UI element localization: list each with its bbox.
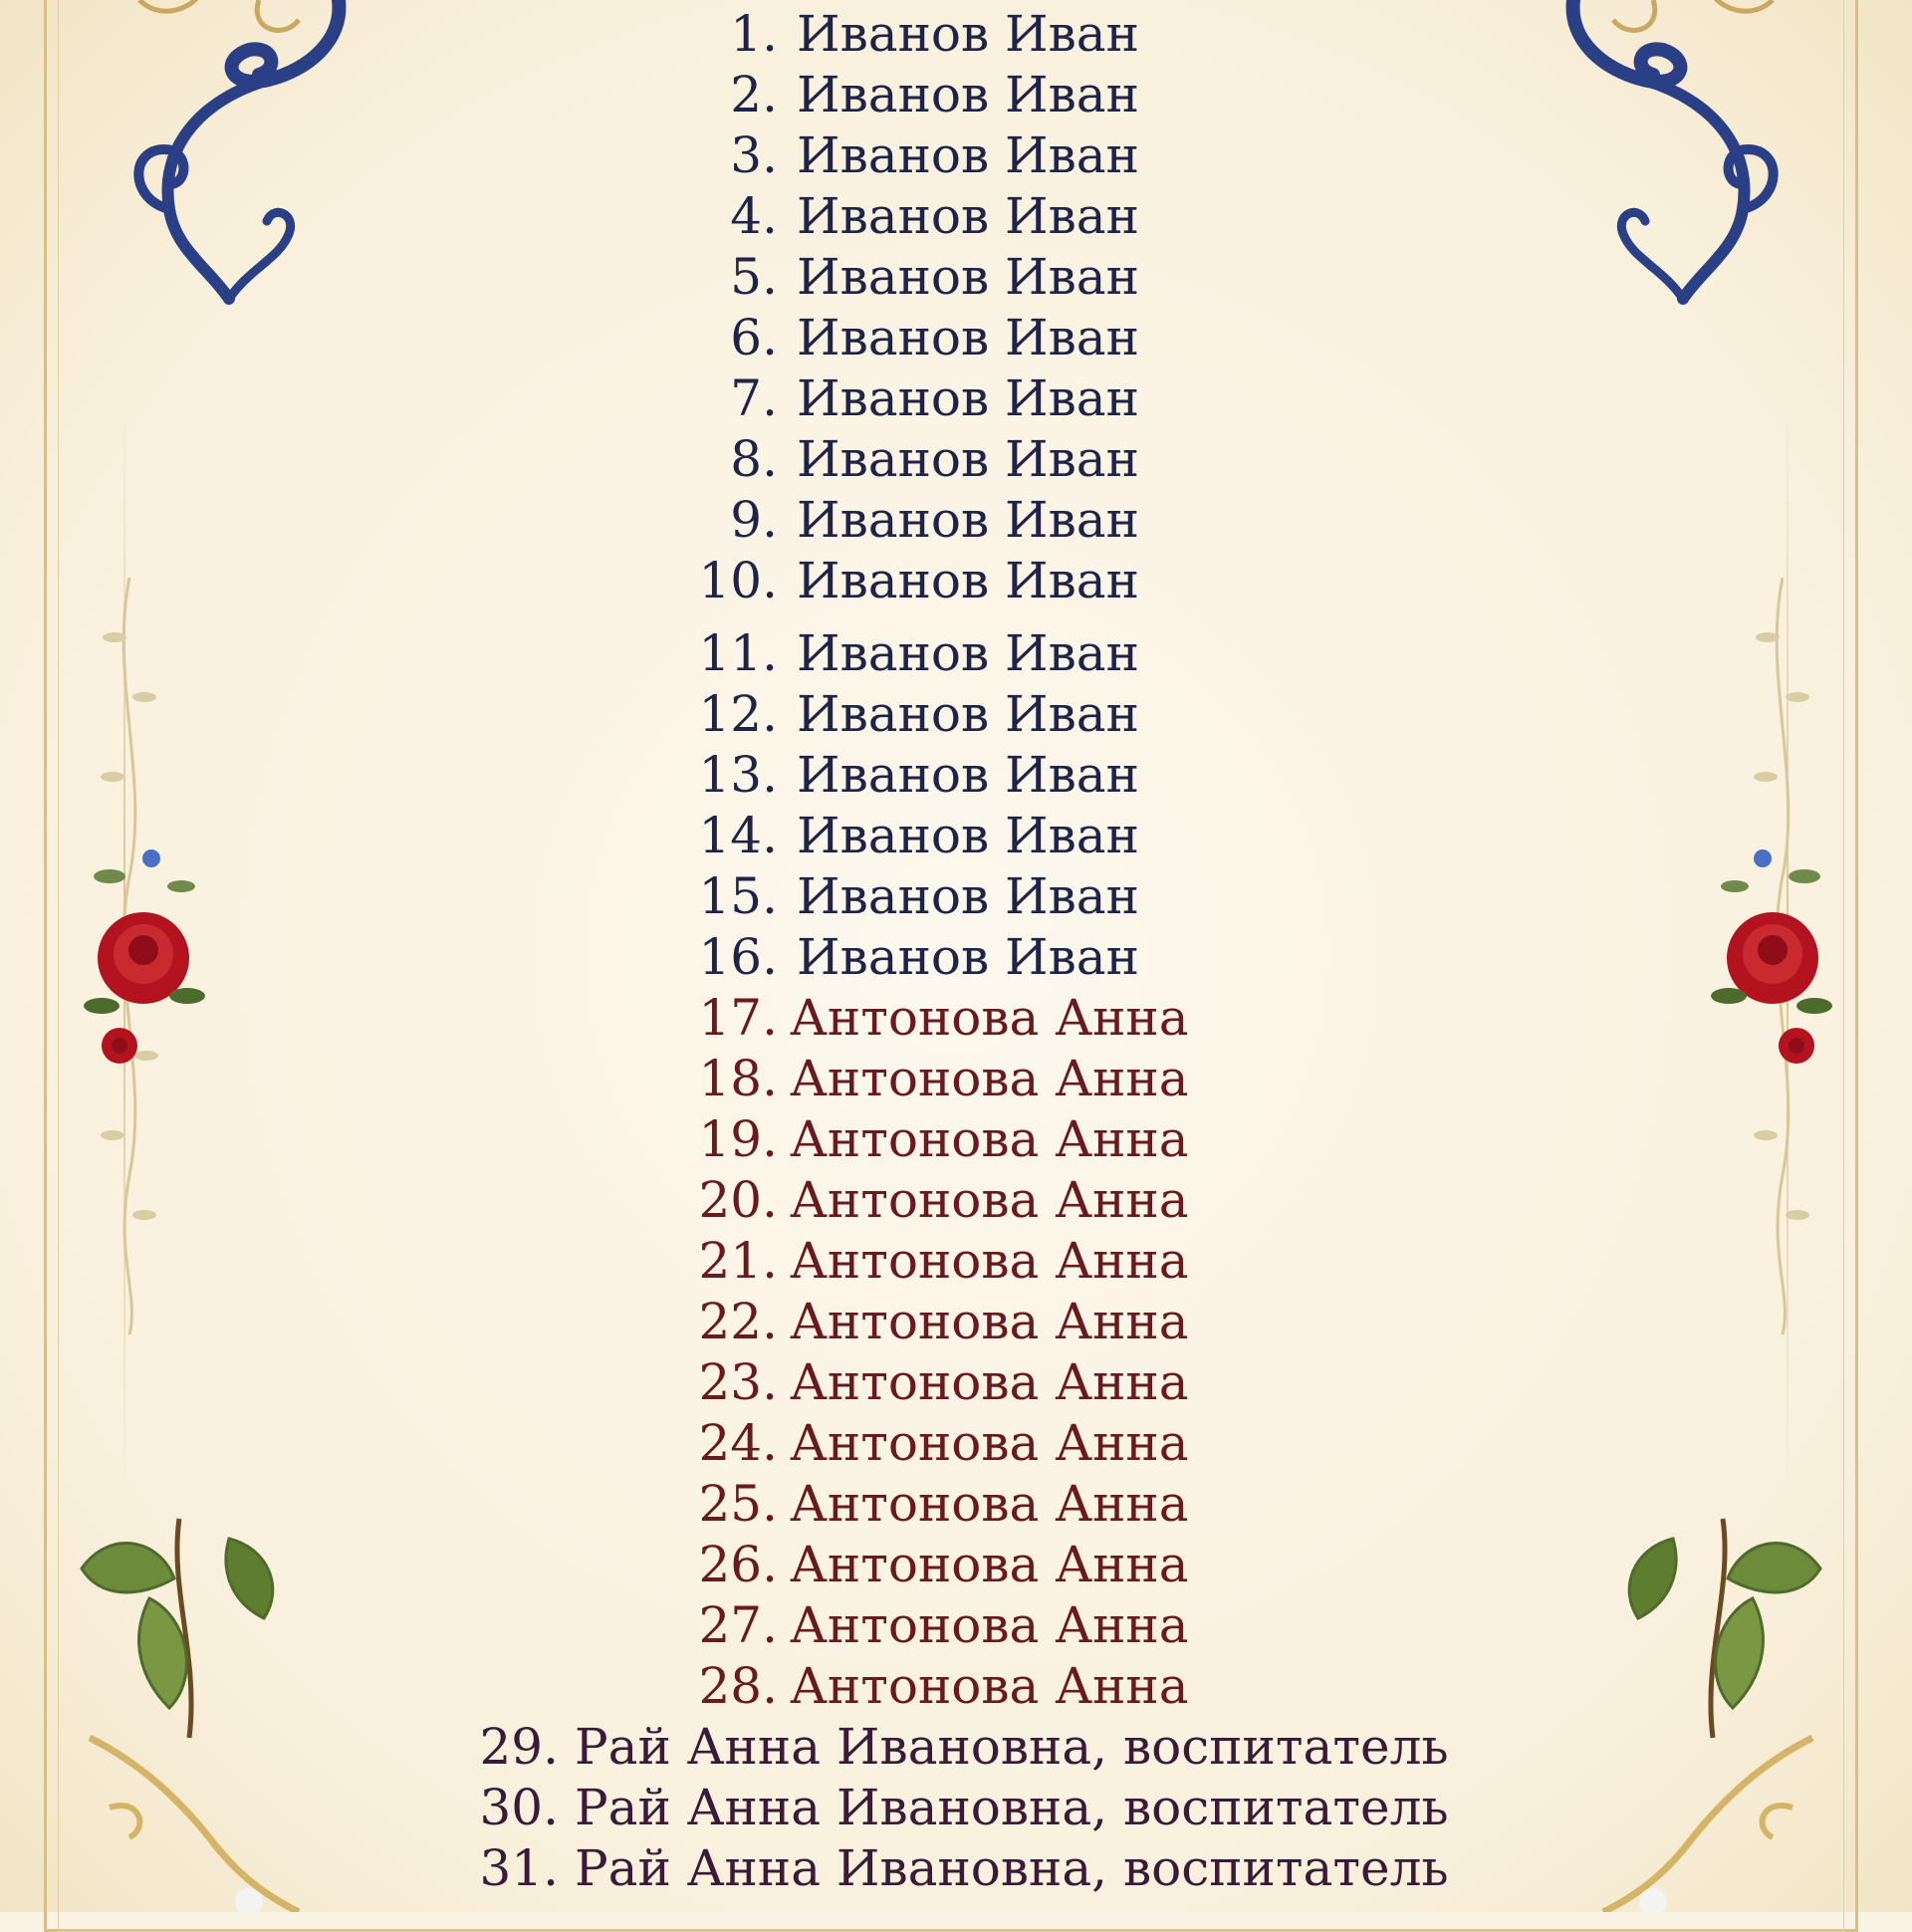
list-item: [0, 1292, 1912, 1352]
list-item-number: 9.: [730, 491, 778, 549]
list-item-name: Антонова Анна: [790, 1475, 1189, 1533]
list-item-name: Антонова Анна: [790, 989, 1189, 1047]
list-item: [0, 247, 1912, 308]
list-item: [0, 1413, 1912, 1474]
list-item: [0, 1535, 1912, 1595]
list-item: [0, 806, 1912, 866]
list-item-number: 24.: [698, 1414, 778, 1472]
list-item-number: 14.: [698, 807, 778, 864]
list-item-name: Антонова Анна: [790, 1293, 1189, 1350]
list-item-number: 20.: [698, 1171, 778, 1229]
list-item: [0, 684, 1912, 745]
list-item: [0, 1656, 1912, 1717]
list-item-name: Антонова Анна: [790, 1596, 1189, 1654]
list-item: [0, 1474, 1912, 1535]
list-item: [0, 125, 1912, 186]
list-item-number: 27.: [698, 1596, 778, 1654]
list-item-number: 22.: [698, 1293, 778, 1350]
list-item-number: 11.: [698, 624, 778, 682]
list-item-name: Антонова Анна: [790, 1171, 1189, 1229]
list-item-name: Иванов Иван: [797, 685, 1139, 743]
list-item-name: Иванов Иван: [797, 369, 1139, 427]
list-item-number: 31.: [479, 1839, 559, 1897]
list-item-number: 17.: [698, 989, 778, 1047]
list-item-name: Рай Анна Ивановна, воспитатель: [575, 1839, 1449, 1897]
list-item-number: 2.: [730, 66, 778, 123]
list-item-name: Антонова Анна: [790, 1657, 1189, 1715]
list-item: [0, 866, 1912, 927]
list-item-number: 28.: [698, 1657, 778, 1715]
list-item: [0, 308, 1912, 368]
list-item-number: 7.: [730, 369, 778, 427]
list-item: [0, 65, 1912, 125]
list-item-number: 19.: [698, 1110, 778, 1168]
list-item-name: Иванов Иван: [797, 867, 1139, 925]
list-item-number: 25.: [698, 1475, 778, 1533]
list-item-number: 18.: [698, 1050, 778, 1107]
list-item-number: 30.: [479, 1779, 559, 1836]
list-item: [0, 429, 1912, 490]
list-item-number: 12.: [698, 685, 778, 743]
list-item: [0, 186, 1912, 247]
list-item: [0, 4, 1912, 65]
list-item-name: Антонова Анна: [790, 1232, 1189, 1290]
list-item-name: Иванов Иван: [797, 248, 1139, 306]
list-item-number: 6.: [730, 309, 778, 366]
list-item: [0, 1109, 1912, 1170]
list-item-number: 23.: [698, 1353, 778, 1411]
list-item: [0, 551, 1912, 611]
list-item: [0, 988, 1912, 1049]
list-item: [0, 623, 1912, 684]
list-item-number: 5.: [730, 248, 778, 306]
list-item-name: Иванов Иван: [797, 430, 1139, 488]
list-item-name: Рай Анна Ивановна, воспитатель: [575, 1779, 1449, 1836]
list-item-number: 21.: [698, 1232, 778, 1290]
list-item-name: Иванов Иван: [797, 5, 1139, 63]
list-item-number: 10.: [698, 552, 778, 609]
list-item-name: Антонова Анна: [790, 1353, 1189, 1411]
list-item-number: 8.: [730, 430, 778, 488]
list-item-name: Иванов Иван: [797, 624, 1139, 682]
list-item: [0, 490, 1912, 551]
list-item-number: 3.: [730, 126, 778, 184]
list-item-name: Рай Анна Ивановна, воспитатель: [575, 1718, 1449, 1776]
list-item-number: 15.: [698, 867, 778, 925]
list-item: [0, 927, 1912, 988]
list-item-number: 13.: [698, 746, 778, 804]
list-item: [0, 1170, 1912, 1231]
list-item-name: Иванов Иван: [797, 807, 1139, 864]
list-item-name: Иванов Иван: [797, 491, 1139, 549]
list-item: [0, 1049, 1912, 1109]
list-item-number: 4.: [730, 187, 778, 245]
list-item-name: Иванов Иван: [797, 187, 1139, 245]
list-item-name: Антонова Анна: [790, 1050, 1189, 1107]
list-item-number: 29.: [479, 1718, 559, 1776]
list-item-name: Антонова Анна: [790, 1536, 1189, 1593]
list-item: [0, 1352, 1912, 1413]
list-item-name: Иванов Иван: [797, 126, 1139, 184]
list-item: [0, 1231, 1912, 1292]
list-item-name: Антонова Анна: [790, 1110, 1189, 1168]
list-item: [0, 745, 1912, 806]
list-item: [0, 1838, 1912, 1899]
list-item: [0, 1778, 1912, 1838]
list-item: [0, 1595, 1912, 1656]
list-item-number: 1.: [730, 5, 778, 63]
list-item-name: Антонова Анна: [790, 1414, 1189, 1472]
list-item-name: Иванов Иван: [797, 928, 1139, 986]
list-item-name: Иванов Иван: [797, 66, 1139, 123]
list-item: [0, 368, 1912, 429]
list-item-name: Иванов Иван: [797, 309, 1139, 366]
list-item-name: Иванов Иван: [797, 552, 1139, 609]
list-item-number: 26.: [698, 1536, 778, 1593]
list-item: [0, 1717, 1912, 1778]
list-item-number: 16.: [698, 928, 778, 986]
list-item-name: Иванов Иван: [797, 746, 1139, 804]
